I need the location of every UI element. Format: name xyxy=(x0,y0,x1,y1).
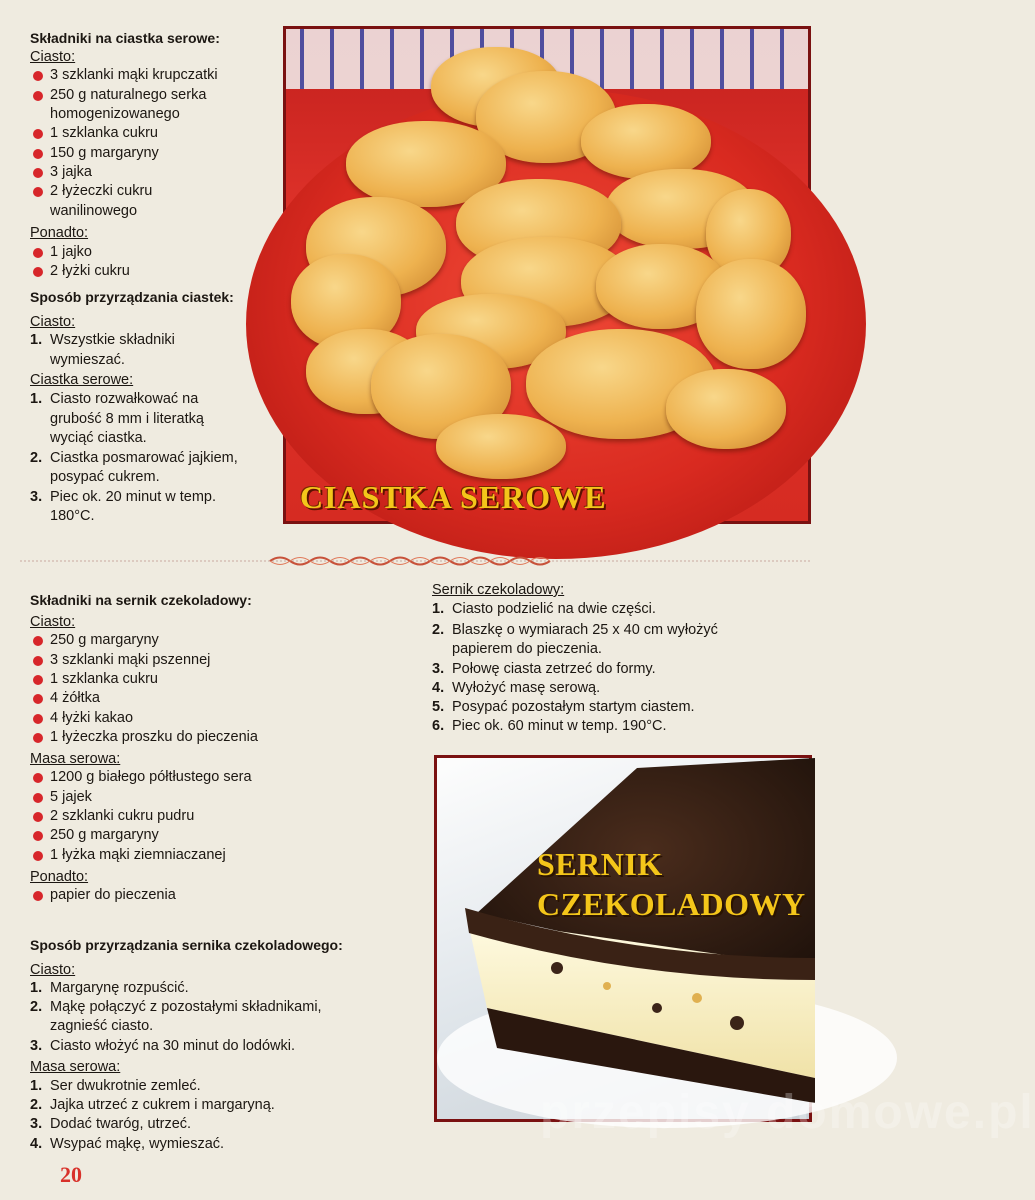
list-item: 3 szklanki mąki krupczatki xyxy=(50,66,218,86)
page-number: 20 xyxy=(60,1162,82,1187)
list-item: 1 łyżka mąki ziemniaczanej xyxy=(50,846,226,866)
cookie xyxy=(436,414,566,479)
step xyxy=(30,1077,201,1097)
step-text: Mąkę połączyć z pozostałymi składnikami, xyxy=(50,999,322,1015)
step-number: 3. xyxy=(30,1038,43,1054)
list-item: 150 g margaryny xyxy=(50,144,159,164)
cookies-method-heading: Sposób przyrządzania ciastek: xyxy=(30,289,234,305)
step xyxy=(432,621,718,641)
step-number: 1. xyxy=(30,980,43,996)
step xyxy=(30,331,175,351)
list-item: 4 łyżki kakao xyxy=(50,709,133,729)
step xyxy=(30,1135,225,1155)
step-number: 5. xyxy=(432,699,445,715)
step-continued: 180°C. xyxy=(50,508,95,524)
step-number: 2. xyxy=(432,622,445,638)
step xyxy=(432,698,695,718)
step-number: 3. xyxy=(30,1116,43,1132)
step xyxy=(30,488,217,508)
step-continued: papierem do pieczenia. xyxy=(452,641,602,657)
step-text: Połowę ciasta zetrzeć do formy. xyxy=(452,661,656,677)
list-item: 1200 g białego półtłustego sera xyxy=(50,768,252,788)
list-item: 5 jajek xyxy=(50,788,92,808)
step-text: Piec ok. 20 minut w temp. xyxy=(50,489,217,505)
cheesecake-photo-title-line1: SERNIK xyxy=(537,846,663,882)
list-item: 3 jajka xyxy=(50,163,92,183)
list-item: 3 szklanki mąki pszennej xyxy=(50,651,210,671)
list-item: 250 g naturalnego serka xyxy=(50,86,206,106)
step-text: Ser dwukrotnie zemleć. xyxy=(50,1078,201,1094)
cookies-ingredients-heading: Składniki na ciastka serowe: xyxy=(30,30,220,46)
cheesecake-method-mass-label: Masa serowa: xyxy=(30,1059,121,1075)
step-number: 1. xyxy=(30,391,43,407)
cheesecake-method-cake-label: Sernik czekoladowy: xyxy=(432,582,565,598)
step-number: 1. xyxy=(30,332,43,348)
step-text: Jajka utrzeć z cukrem i margaryną. xyxy=(50,1097,275,1113)
step xyxy=(432,660,656,680)
cheesecake-method-dough-label: Ciasto: xyxy=(30,962,76,978)
step-continued: posypać cukrem. xyxy=(50,469,160,485)
step-text: Ciasto włożyć na 30 minut do lodówki. xyxy=(50,1038,296,1054)
list-item: 1 szklanka cukru xyxy=(50,670,158,690)
step xyxy=(30,979,189,999)
step-number: 3. xyxy=(30,489,43,505)
watermark: przepisy domowe.pl xyxy=(540,1086,1035,1139)
step xyxy=(432,600,656,620)
step xyxy=(30,998,322,1018)
step-text: Ciasto podzielić na dwie części. xyxy=(452,601,656,617)
list-item: 1 jajko xyxy=(50,243,92,263)
step-number: 3. xyxy=(432,661,445,677)
cheesecake-extra-label: Ponadto: xyxy=(30,869,89,885)
cheesecake-illustration xyxy=(437,758,815,1125)
list-item: 2 szklanki cukru pudru xyxy=(50,807,194,827)
step-number: 6. xyxy=(432,718,445,734)
cookies-extra-label: Ponadto: xyxy=(30,225,89,241)
step xyxy=(30,390,199,410)
step-text: Ciasto rozwałkować na xyxy=(50,391,199,407)
cheesecake-method-heading: Sposób przyrządzania sernika czekoladowego: xyxy=(30,937,343,953)
list-item: 1 szklanka cukru xyxy=(50,124,158,144)
list-item-continued: wanilinowego xyxy=(50,203,138,219)
cookie xyxy=(581,104,711,179)
list-item: 1 łyżeczka proszku do pieczenia xyxy=(50,728,258,748)
step-text: Margarynę rozpuścić. xyxy=(50,980,189,996)
list-item-continued: homogenizowanego xyxy=(50,106,180,122)
list-item: 250 g margaryny xyxy=(50,631,159,651)
step xyxy=(30,1037,296,1057)
cheesecake-dough-label: Ciasto: xyxy=(30,614,76,630)
step-text: Wyłożyć masę serową. xyxy=(452,680,601,696)
cookies-method-cookies-label: Ciastka serowe: xyxy=(30,372,134,388)
section-divider xyxy=(20,552,812,570)
step-text: Piec ok. 60 minut w temp. 190°C. xyxy=(452,718,667,734)
step-continued: grubość 8 mm i literatką xyxy=(50,411,204,427)
step-text: Blaszkę o wymiarach 25 x 40 cm wyłożyć xyxy=(452,622,718,638)
step-text: Ciastka posmarować jajkiem, xyxy=(50,450,238,466)
step-continued: zagnieść ciasto. xyxy=(50,1018,154,1034)
step-continued: wyciąć ciastka. xyxy=(50,430,147,446)
cookies-method-dough-label: Ciasto: xyxy=(30,314,76,330)
cookies-dough-label: Ciasto: xyxy=(30,49,76,65)
step-text: Dodać twaróg, utrzeć. xyxy=(50,1116,192,1132)
step-text: Posypać pozostałym startym ciastem. xyxy=(452,699,695,715)
step-number: 4. xyxy=(30,1136,43,1152)
cookies-photo xyxy=(283,26,811,524)
list-item: 250 g margaryny xyxy=(50,826,159,846)
step-number: 2. xyxy=(30,999,43,1015)
cheesecake-ingredients-heading: Składniki na sernik czekoladowy: xyxy=(30,592,252,608)
cookie xyxy=(696,259,806,369)
cookie xyxy=(666,369,786,449)
step-text: Wsypać mąkę, wymieszać. xyxy=(50,1136,225,1152)
step-number: 1. xyxy=(432,601,445,617)
cheesecake-photo xyxy=(434,755,812,1122)
step-continued: wymieszać. xyxy=(50,352,125,368)
list-item: papier do pieczenia xyxy=(50,886,176,906)
step xyxy=(30,449,238,469)
list-item: 2 łyżki cukru xyxy=(50,262,130,282)
cookies-photo-title: CIASTKA SEROWE xyxy=(300,479,607,515)
cheesecake-mass-label: Masa serowa: xyxy=(30,751,121,767)
list-item: 2 łyżeczki cukru xyxy=(50,182,152,202)
step-number: 1. xyxy=(30,1078,43,1094)
step-number: 2. xyxy=(30,1097,43,1113)
step xyxy=(30,1096,275,1116)
list-item: 4 żółtka xyxy=(50,689,100,709)
step xyxy=(30,1115,192,1135)
step xyxy=(432,679,601,699)
cheesecake-photo-title-line2: CZEKOLADOWY xyxy=(537,886,806,922)
step xyxy=(432,717,667,737)
step-number: 4. xyxy=(432,680,445,696)
step-number: 2. xyxy=(30,450,43,466)
step-text: Wszystkie składniki xyxy=(50,332,175,348)
